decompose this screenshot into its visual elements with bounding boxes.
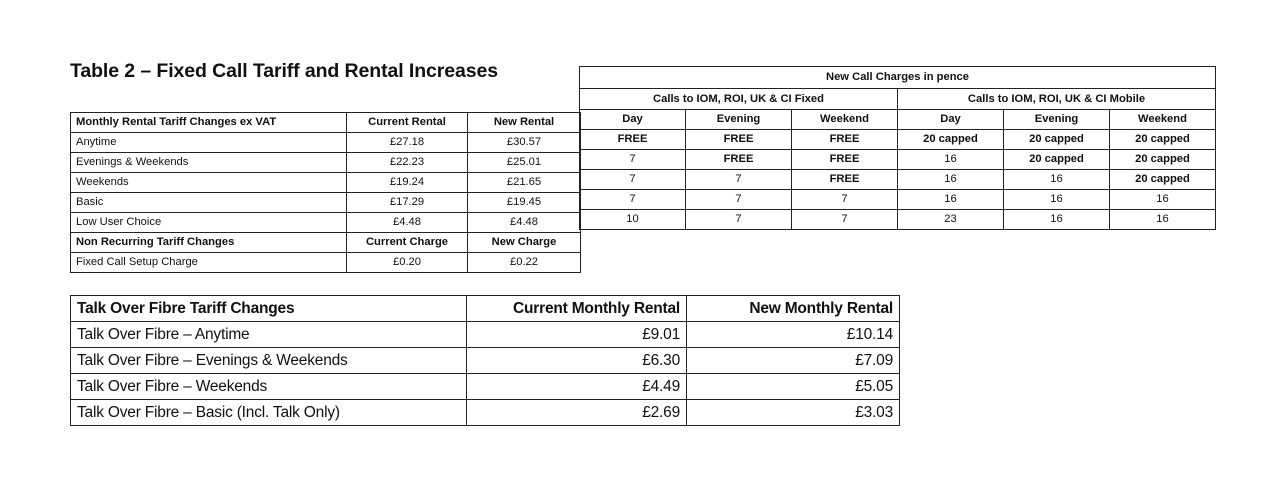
charge-cell: 20 capped (1110, 130, 1216, 150)
new-rental-cell: £30.57 (468, 133, 581, 153)
current-rental-cell: £22.23 (347, 153, 468, 173)
table-header-row (71, 113, 581, 133)
tariff-name-cell: Talk Over Fibre – Weekends (71, 374, 467, 400)
charge-cell: 16 (1004, 210, 1110, 230)
call-charges-table (579, 66, 1216, 230)
table-row (580, 150, 1216, 170)
table-header-row (71, 233, 581, 253)
charge-cell: 16 (1110, 190, 1216, 210)
header-cell: Non Recurring Tariff Changes (71, 233, 347, 253)
charge-cell: 23 (898, 210, 1004, 230)
charge-cell: FREE (792, 150, 898, 170)
tariff-name-cell: Anytime (71, 133, 347, 153)
table-row (71, 193, 581, 213)
tariff-name-cell: Low User Choice (71, 213, 347, 233)
tariff-name-cell: Talk Over Fibre – Basic (Incl. Talk Only) (71, 400, 467, 426)
table-row (71, 173, 581, 193)
charge-cell: 16 (898, 190, 1004, 210)
header-cell: New Rental (468, 113, 581, 133)
tariff-name-cell: Talk Over Fibre – Anytime (71, 322, 467, 348)
fixed-calls-group-header: Calls to IOM, ROI, UK & CI Fixed (580, 89, 898, 110)
header-cell: Weekend (792, 110, 898, 130)
new-rental-cell: £5.05 (687, 374, 900, 400)
charge-cell: 7 (792, 210, 898, 230)
current-rental-cell: £2.69 (467, 400, 687, 426)
table-row (580, 170, 1216, 190)
charge-cell: 7 (686, 190, 792, 210)
table-row (580, 210, 1216, 230)
rental-tariff-table (70, 112, 581, 273)
header-cell: Day (898, 110, 1004, 130)
table-row (71, 348, 900, 374)
charge-cell: 20 capped (1004, 130, 1110, 150)
table-row (580, 130, 1216, 150)
current-rental-cell: £6.30 (467, 348, 687, 374)
table-row (71, 133, 581, 153)
table-row (71, 374, 900, 400)
header-cell: Weekend (1110, 110, 1216, 130)
charge-cell: 16 (898, 170, 1004, 190)
charge-cell: FREE (686, 130, 792, 150)
charge-cell: 7 (580, 170, 686, 190)
table-title-row (580, 67, 1216, 89)
tariff-name-cell: Basic (71, 193, 347, 213)
page-title: Table 2 – Fixed Call Tariff and Rental Increases (70, 60, 498, 82)
table-row (71, 253, 581, 273)
charge-name-cell: Fixed Call Setup Charge (71, 253, 347, 273)
charge-cell: 10 (580, 210, 686, 230)
charge-cell: 16 (1110, 210, 1216, 230)
new-charge-cell: £0.22 (468, 253, 581, 273)
current-rental-cell: £17.29 (347, 193, 468, 213)
charge-cell: 20 capped (1110, 150, 1216, 170)
new-rental-cell: £10.14 (687, 322, 900, 348)
charge-cell: 16 (1004, 190, 1110, 210)
current-rental-cell: £4.48 (347, 213, 468, 233)
table-row (71, 213, 581, 233)
charge-cell: FREE (792, 130, 898, 150)
header-cell: Current Rental (347, 113, 468, 133)
tariff-name-cell: Evenings & Weekends (71, 153, 347, 173)
talk-over-fibre-table (70, 295, 900, 426)
table-header-row (580, 110, 1216, 130)
current-rental-cell: £4.49 (467, 374, 687, 400)
header-cell: Evening (686, 110, 792, 130)
charge-cell: FREE (580, 130, 686, 150)
charge-cell: 7 (580, 150, 686, 170)
table-row (71, 400, 900, 426)
charge-cell: 16 (898, 150, 1004, 170)
call-charges-title: New Call Charges in pence (580, 67, 1216, 89)
mobile-calls-group-header: Calls to IOM, ROI, UK & CI Mobile (898, 89, 1216, 110)
new-rental-cell: £19.45 (468, 193, 581, 213)
tariff-name-cell: Weekends (71, 173, 347, 193)
new-rental-cell: £21.65 (468, 173, 581, 193)
charge-cell: FREE (686, 150, 792, 170)
new-rental-cell: £25.01 (468, 153, 581, 173)
header-cell: Monthly Rental Tariff Changes ex VAT (71, 113, 347, 133)
table-row (580, 190, 1216, 210)
charge-cell: 16 (1004, 170, 1110, 190)
tariff-name-cell: Talk Over Fibre – Evenings & Weekends (71, 348, 467, 374)
charge-cell: 20 capped (898, 130, 1004, 150)
header-cell: Current Monthly Rental (467, 296, 687, 322)
table-row (71, 322, 900, 348)
charge-cell: 7 (686, 210, 792, 230)
charge-cell: FREE (792, 170, 898, 190)
new-rental-cell: £3.03 (687, 400, 900, 426)
current-rental-cell: £19.24 (347, 173, 468, 193)
new-rental-cell: £7.09 (687, 348, 900, 374)
table-header-row (71, 296, 900, 322)
table-group-row (580, 89, 1216, 110)
charge-cell: 7 (580, 190, 686, 210)
header-cell: New Monthly Rental (687, 296, 900, 322)
header-cell: Current Charge (347, 233, 468, 253)
charge-cell: 20 capped (1110, 170, 1216, 190)
new-rental-cell: £4.48 (468, 213, 581, 233)
charge-cell: 20 capped (1004, 150, 1110, 170)
header-cell: Day (580, 110, 686, 130)
header-cell: New Charge (468, 233, 581, 253)
current-rental-cell: £9.01 (467, 322, 687, 348)
charge-cell: 7 (686, 170, 792, 190)
header-cell: Evening (1004, 110, 1110, 130)
current-charge-cell: £0.20 (347, 253, 468, 273)
table-row (71, 153, 581, 173)
header-cell: Talk Over Fibre Tariff Changes (71, 296, 467, 322)
charge-cell: 7 (792, 190, 898, 210)
current-rental-cell: £27.18 (347, 133, 468, 153)
